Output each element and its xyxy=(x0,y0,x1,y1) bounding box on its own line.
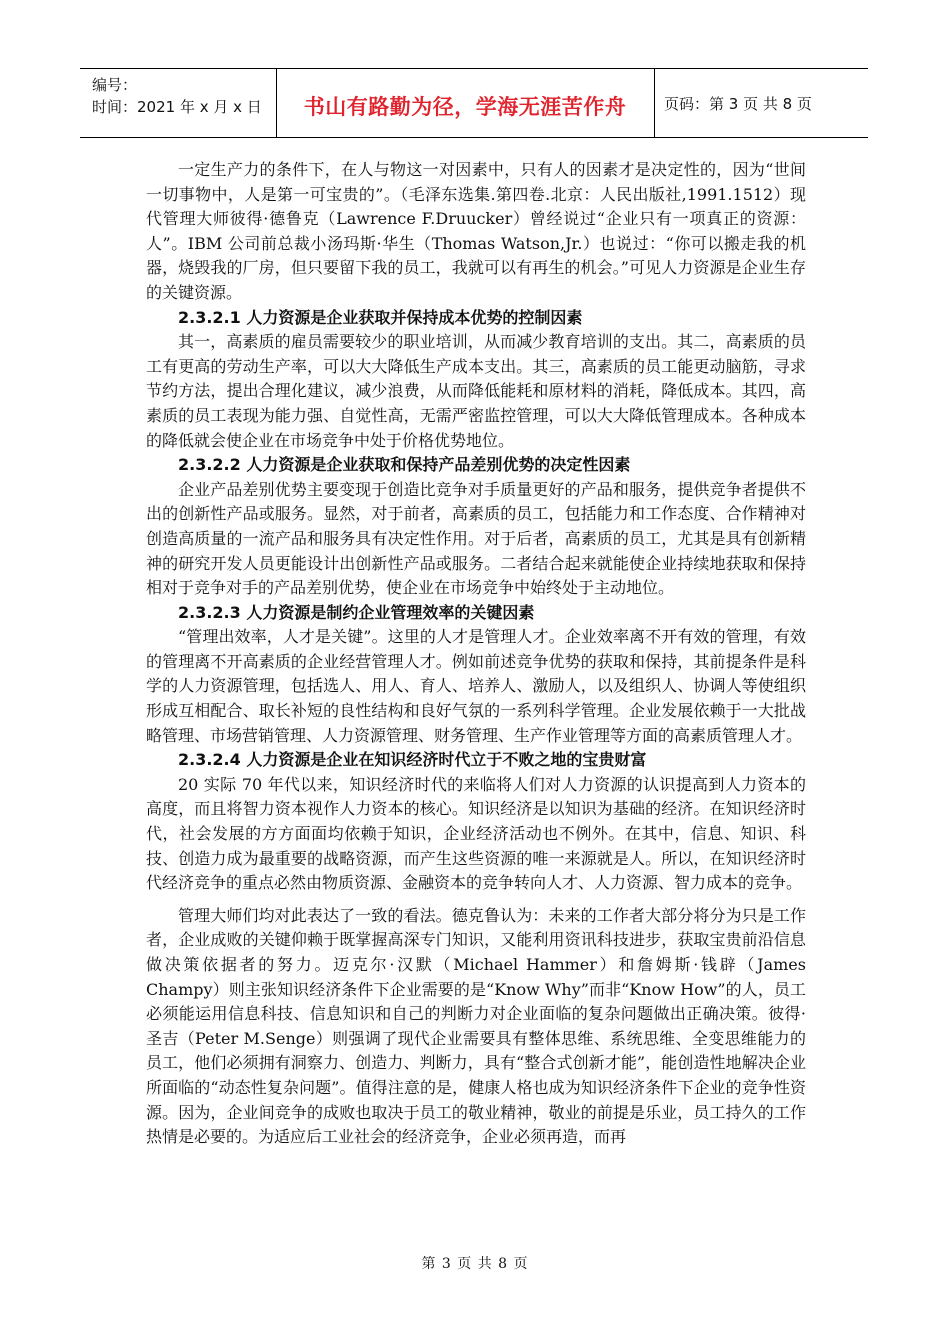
section-paragraph-2-3-2-3: “管理出效率，人才是关键”。这里的人才是管理人才。企业效率离不开有效的管理，有效的管理离不开高素质的企业经营管理人才。例如前述竞争优势的获取和保持，其前提条件是科学的人力资源管理，包括选人、用人、育人、培养人、激励人，以及组织人、协调人等使组织形成互相配合、取长补短的良性结构和良好气氛的一系列科学管理。企业发展依赖于一大批战略管理、市场营销管理、人力资源管理、财务管理、生产作业管理等方面的高素质管理人才。 xyxy=(146,627,806,745)
intro-paragraph: 一定生产力的条件下，在人与物这一对因素中，只有人的因素才是决定性的，因为“世间一切事物中，人是第一可宝贵的”。（毛泽东选集.第四卷.北京：人民出版社,1991.1512）现代管理大师彼得·德鲁克（Lawrence F.Druucker）曾经说过“企业只有一项真正的资源：人”。IBM 公司前总裁小汤玛斯·华生（Thomas Watson,Jr.）也说过：“你可以搬走我的机器，烧毁我的厂房，但只要留下我的员工，我就可以有再生的机会。”可见人力资源是企业生存的关键资源。 xyxy=(146,160,806,302)
header-meta-cell xyxy=(80,69,277,137)
document-date-label: 时间：2021 年 x 月 x 日 xyxy=(92,98,262,116)
section-heading-2-3-2-4: 2.3.2.4 人力资源是企业在知识经济时代立于不败之地的宝贵财富 xyxy=(178,750,647,770)
section-paragraph-2-3-2-4: 20 实际 70 年代以来，知识经济时代的来临将人们对人力资源的认识提高到人力资本的高度，而且将智力资本视作人力资本的核心。知识经济是以知识为基础的经济。在知识经济时代，社会发展的方方面面均依赖于知识，企业经济活动也不例外。在其中，信息、知识、科技、创造力成为最重要的战略资源，而产生这些资源的唯一来源就是人。所以，在知识经济时代经济竞争的重点必然由物质资源、金融资本的竞争转向人才、人力资源、智力成本的竞争。 xyxy=(146,774,806,893)
section-heading-2-3-2-3: 2.3.2.3 人力资源是制约企业管理效率的关键因素 xyxy=(178,602,535,622)
section-paragraph-2-3-2-2: 企业产品差别优势主要变现于创造比竞争对手质量更好的产品和服务，提供竞争者提供不出的创新性产品或服务。显然，对于前者，高素质的员工，包括能力和工作态度、合作精神对创造高质量的一流产品和服务具有决定性作用。对于后者，高素质的员工，尤其是具有创新精神的研究开发人员更能设计出创新性产品或服务。二者结合起来就能使企业持续地获取和保持相对于竞争对手的产品差别优势，使企业在市场竞争中始终处于主动地位。 xyxy=(146,479,806,598)
header-motto: 书山有路勤为径，学海无涯苦作舟 xyxy=(303,95,627,119)
page-footer: 第 3 页 共 8 页 xyxy=(421,1256,529,1272)
section-heading-2-3-2-1: 2.3.2.1 人力资源是企业获取并保持成本优势的控制因素 xyxy=(178,307,583,327)
document-body xyxy=(146,158,806,1150)
header-motto-cell xyxy=(276,69,655,137)
section-paragraph-2-3-2-1: 其一，高素质的雇员需要较少的职业培训，从而减少教育培训的支出。其二，高素质的员工有更高的劳动生产率，可以大大降低生产成本支出。其三，高素质的员工能更动脑筋，寻求节约方法，提出合理化建议，减少浪费，从而降低能耗和原材料的消耗，降低成本。其四，高素质的员工表现为能力强、自觉性高，无需严密监控管理，可以大大降低管理成本。各种成本的降低就会使企业在市场竞争中处于价格优势地位。 xyxy=(146,332,806,450)
header-page-cell xyxy=(654,69,868,137)
section-heading-2-3-2-2: 2.3.2.2 人力资源是企业获取和保持产品差别优势的决定性因素 xyxy=(178,455,631,475)
paragraph-gap xyxy=(146,896,806,904)
header-page-info: 页码：第 3 页 共 8 页 xyxy=(664,95,812,113)
document-number-label: 编号： xyxy=(92,76,138,94)
page-header xyxy=(80,68,868,138)
section-paragraph-2-3-2-4-continued: 管理大师们均对此表达了一致的看法。德克鲁认为：未来的工作者大部分将分为只是工作者，企业成败的关键仰赖于既掌握高深专门知识，又能利用资讯科技进步，获取宝贵前沿信息做决策依据者的努力。迈克尔·汉默（Michael Hammer）和詹姆斯·钱辟（James Champy）则主张知识经济条件下企业需要的是“Know Why”而非“Know How”的人，员工必须能运用信息科技、信息知识和自己的判断力对企业面临的复杂问题做出正确决策。彼得·圣吉（Peter M.Senge）则强调了现代企业需要具有整体思维、系统思维、全变思维能力的员工，他们必须拥有洞察力、创造力、判断力，具有“整合式创新才能”，能创造性地解决企业所面临的“动态性复杂问题”。值得注意的是，健康人格也成为知识经济条件下企业的竞争性资源。因为，企业间竞争的成败也取决于员工的敬业精神，敬业的前提是乐业，员工持久的工作热情是必要的。为适应后工业社会的经济竞争，企业必须再造，而再 xyxy=(146,905,806,1147)
